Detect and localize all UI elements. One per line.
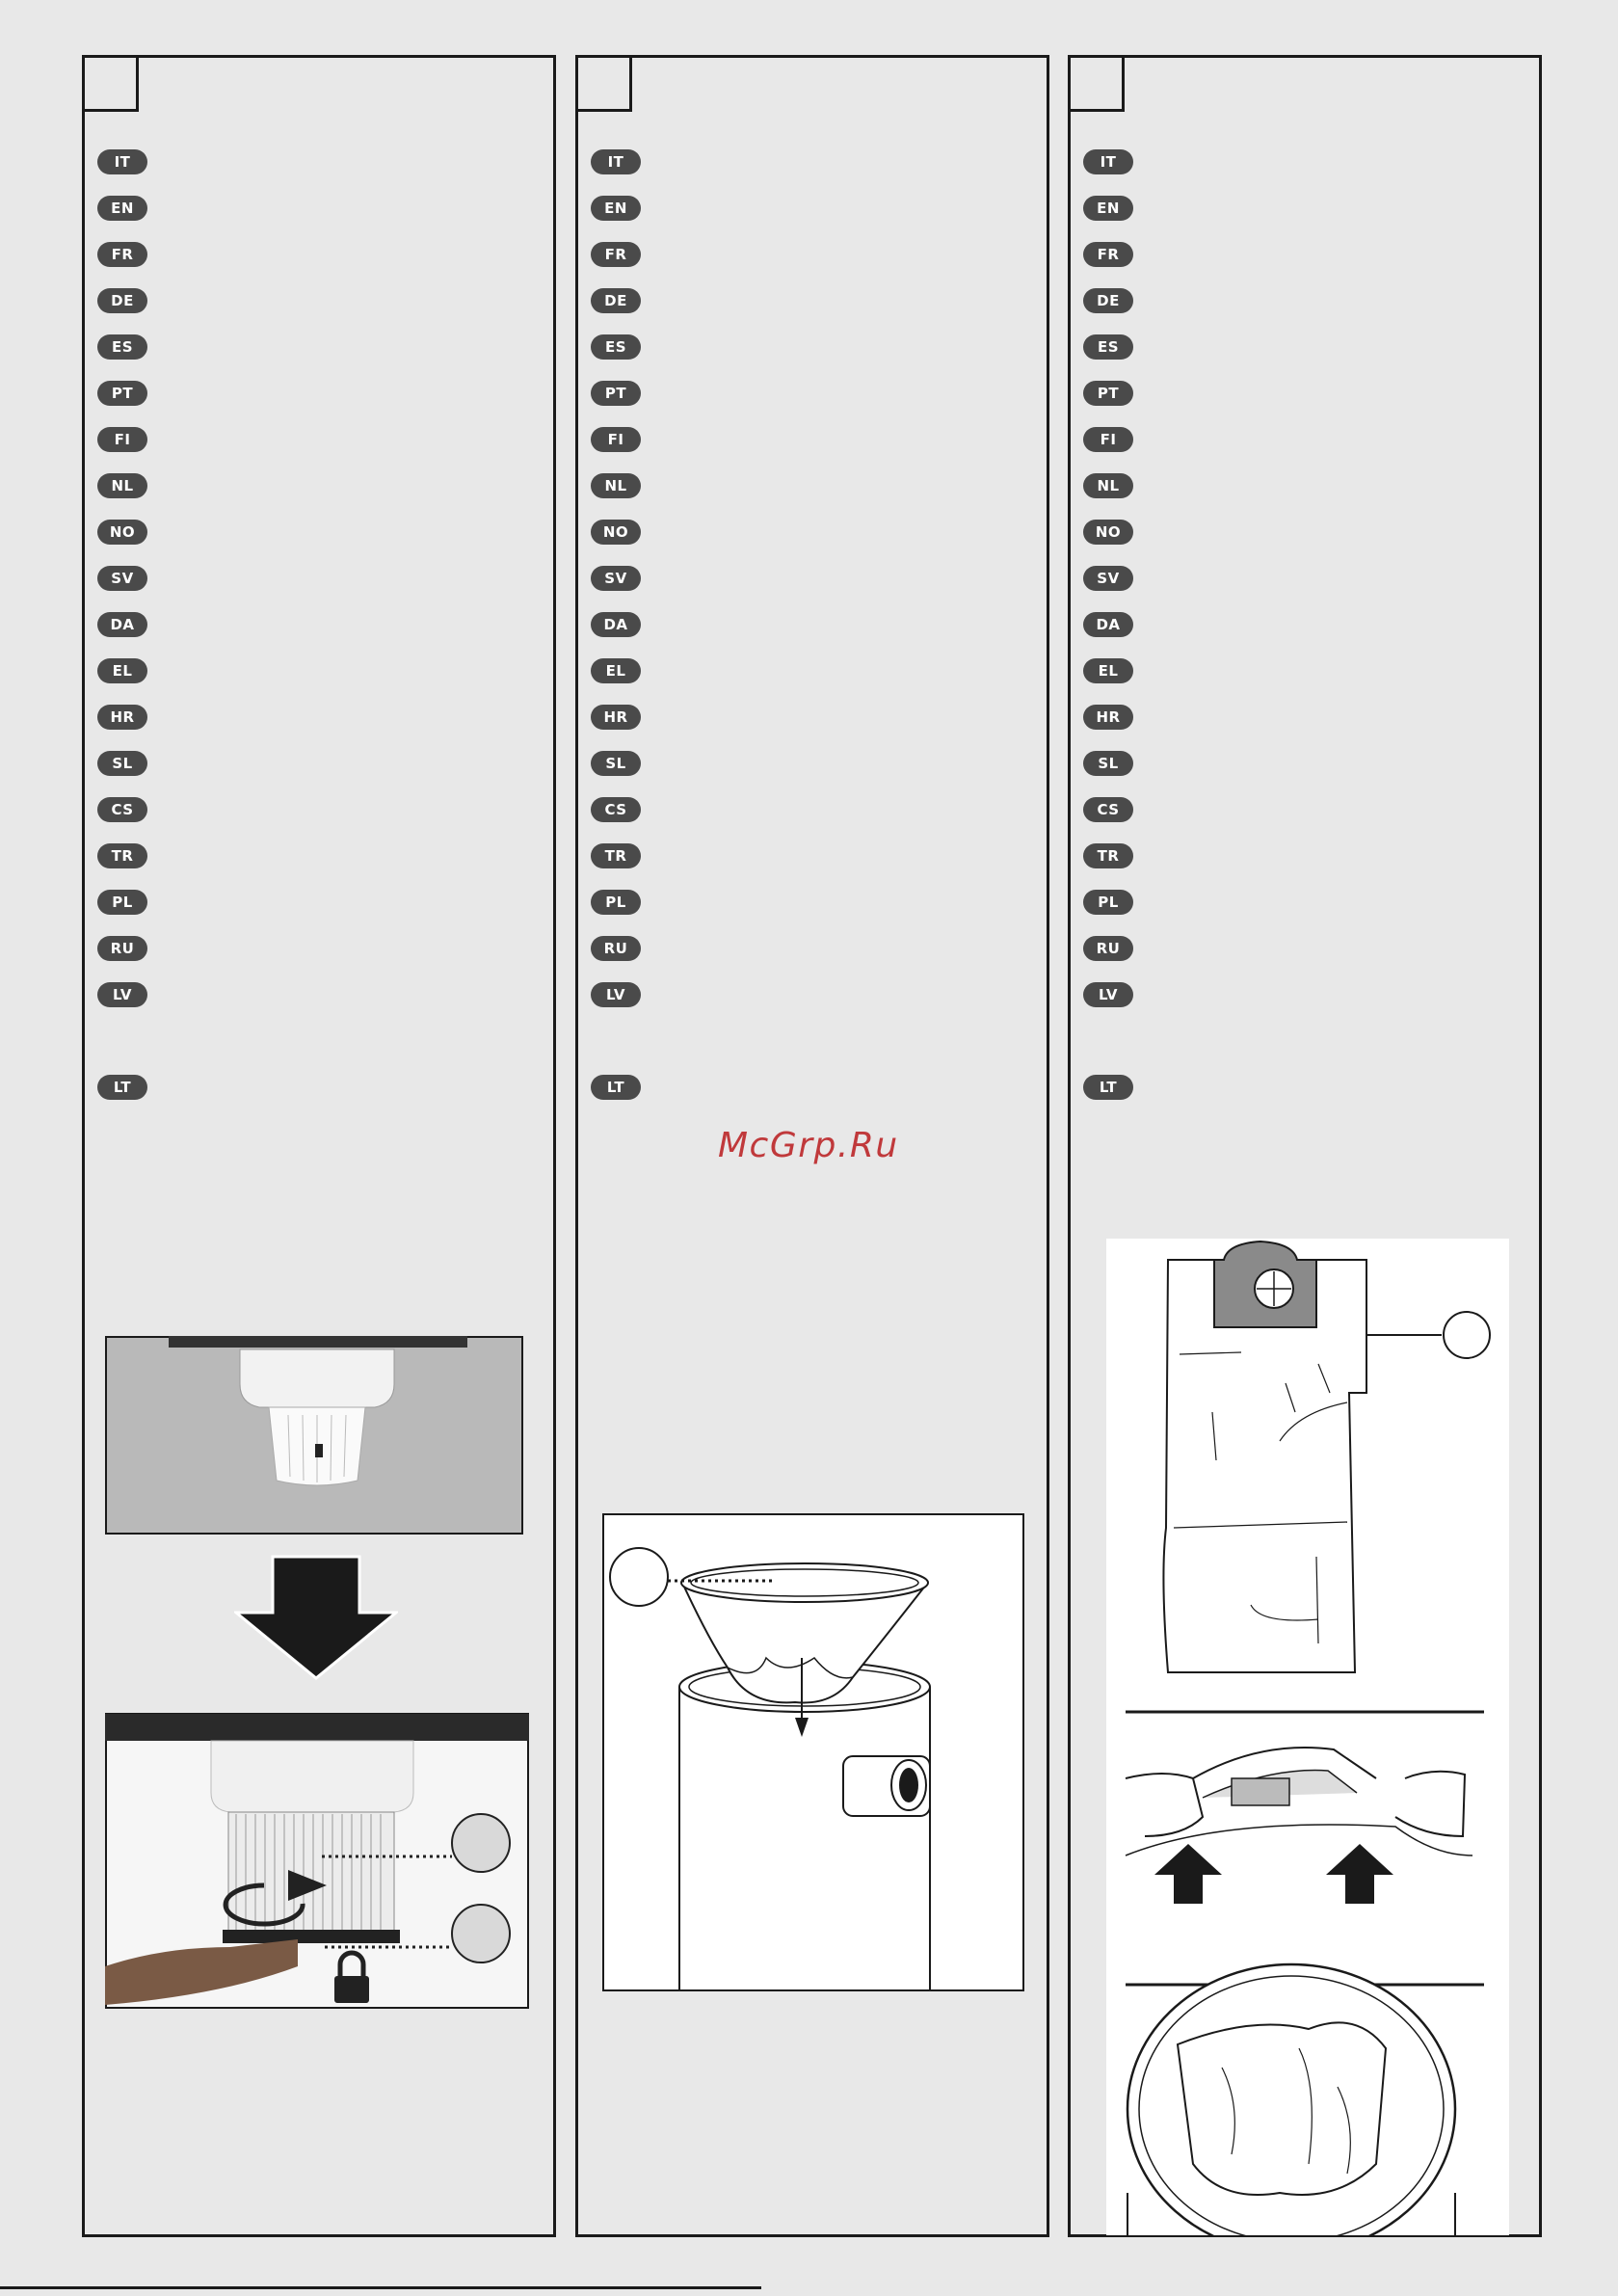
language-badge-tr — [591, 843, 641, 868]
language-code: SV — [1083, 566, 1133, 591]
language-badge-nl — [591, 473, 641, 498]
language-badge-cs — [1083, 797, 1133, 822]
language-code: ES — [591, 334, 641, 360]
language-code: RU — [591, 936, 641, 961]
language-badge-en — [97, 196, 147, 221]
language-code: SL — [97, 751, 147, 776]
language-badge-de — [97, 288, 147, 313]
language-code: CS — [1083, 797, 1133, 822]
language-badge-da — [97, 612, 147, 637]
language-code: HR — [591, 705, 641, 730]
language-code: LV — [97, 982, 147, 1007]
language-code: DA — [97, 612, 147, 637]
language-badge-el — [1083, 658, 1133, 683]
language-code: PT — [591, 381, 641, 406]
language-badge-tr — [97, 843, 147, 868]
drawing-cloth-filter — [602, 1513, 1024, 1991]
language-code: DA — [1083, 612, 1133, 637]
language-badge-es — [1083, 334, 1133, 360]
language-badge-fr — [1083, 242, 1133, 267]
language-badge-el — [591, 658, 641, 683]
language-code: SL — [1083, 751, 1133, 776]
language-badge-ru — [97, 936, 147, 961]
language-code: PT — [1083, 381, 1133, 406]
language-code: TR — [97, 843, 147, 868]
language-badge-fi — [97, 427, 147, 452]
language-badge-it — [591, 149, 641, 174]
panel-step-3 — [1068, 55, 1542, 2237]
language-code: LV — [1083, 982, 1133, 1007]
language-badge-sv — [97, 566, 147, 591]
language-code: EN — [97, 196, 147, 221]
language-badge-lt — [591, 1075, 641, 1100]
language-code: FR — [1083, 242, 1133, 267]
language-badge-en — [1083, 196, 1133, 221]
language-code: TR — [1083, 843, 1133, 868]
language-code: EN — [591, 196, 641, 221]
language-badge-nl — [1083, 473, 1133, 498]
language-code: FI — [591, 427, 641, 452]
language-code: EL — [97, 658, 147, 683]
language-code: PL — [1083, 890, 1133, 915]
language-badge-no — [97, 520, 147, 545]
language-code: HR — [97, 705, 147, 730]
language-code: LT — [97, 1075, 147, 1100]
language-badge-fr — [591, 242, 641, 267]
language-badge-cs — [97, 797, 147, 822]
language-code: IT — [1083, 149, 1133, 174]
language-code: IT — [591, 149, 641, 174]
language-badge-hr — [591, 705, 641, 730]
language-code: FR — [97, 242, 147, 267]
language-badge-da — [591, 612, 641, 637]
language-badge-nl — [97, 473, 147, 498]
photo-filter-housing — [105, 1336, 523, 1535]
language-code: NL — [97, 473, 147, 498]
language-code: IT — [97, 149, 147, 174]
language-code: FI — [97, 427, 147, 452]
language-code: RU — [97, 936, 147, 961]
language-code: SV — [97, 566, 147, 591]
language-code: TR — [591, 843, 641, 868]
language-badge-lv — [97, 982, 147, 1007]
language-code: EL — [1083, 658, 1133, 683]
language-code: SL — [591, 751, 641, 776]
language-badge-pl — [97, 890, 147, 915]
language-code: NO — [591, 520, 641, 545]
language-badge-es — [591, 334, 641, 360]
language-badge-de — [591, 288, 641, 313]
language-badge-el — [97, 658, 147, 683]
language-badge-pt — [1083, 381, 1133, 406]
language-badge-lt — [97, 1075, 147, 1100]
step-number-box — [578, 58, 632, 112]
step-number-box — [1071, 58, 1125, 112]
language-badge-fr — [97, 242, 147, 267]
panel-step-1 — [82, 55, 556, 2237]
language-badge-tr — [1083, 843, 1133, 868]
language-badge-pl — [1083, 890, 1133, 915]
language-badge-sl — [97, 751, 147, 776]
language-badge-hr — [1083, 705, 1133, 730]
language-code: DE — [1083, 288, 1133, 313]
language-code: LT — [1083, 1075, 1133, 1100]
language-badge-it — [1083, 149, 1133, 174]
language-code: LT — [591, 1075, 641, 1100]
language-badge-sv — [1083, 566, 1133, 591]
language-code: EL — [591, 658, 641, 683]
language-badge-hr — [97, 705, 147, 730]
language-badge-no — [591, 520, 641, 545]
language-badge-de — [1083, 288, 1133, 313]
language-badge-pl — [591, 890, 641, 915]
language-badge-no — [1083, 520, 1133, 545]
language-code: ES — [97, 334, 147, 360]
language-badge-da — [1083, 612, 1133, 637]
language-code: DE — [97, 288, 147, 313]
language-badge-es — [97, 334, 147, 360]
language-badge-sv — [591, 566, 641, 591]
language-code: SV — [591, 566, 641, 591]
language-badge-lt — [1083, 1075, 1133, 1100]
language-code: EN — [1083, 196, 1133, 221]
language-code: NL — [1083, 473, 1133, 498]
language-badge-sl — [591, 751, 641, 776]
language-code: NO — [97, 520, 147, 545]
language-code: PT — [97, 381, 147, 406]
language-code: ES — [1083, 334, 1133, 360]
language-code: CS — [97, 797, 147, 822]
language-badge-fi — [591, 427, 641, 452]
language-code: CS — [591, 797, 641, 822]
language-code: HR — [1083, 705, 1133, 730]
language-badge-fi — [1083, 427, 1133, 452]
language-badge-pt — [591, 381, 641, 406]
footer-rule — [0, 2286, 761, 2289]
language-badge-cs — [591, 797, 641, 822]
language-code: RU — [1083, 936, 1133, 961]
language-code: DA — [591, 612, 641, 637]
step-number-box — [85, 58, 139, 112]
photo-filter-lock — [105, 1658, 529, 2010]
language-code: PL — [97, 890, 147, 915]
language-badge-lv — [1083, 982, 1133, 1007]
language-badge-ru — [1083, 936, 1133, 961]
language-code: LV — [591, 982, 641, 1007]
language-badge-pt — [97, 381, 147, 406]
language-code: NO — [1083, 520, 1133, 545]
language-code: NL — [591, 473, 641, 498]
language-code: PL — [591, 890, 641, 915]
language-code: DE — [591, 288, 641, 313]
language-badge-sl — [1083, 751, 1133, 776]
drawing-paper-bag — [1106, 1239, 1509, 2235]
language-badge-it — [97, 149, 147, 174]
language-badge-lv — [591, 982, 641, 1007]
language-code: FI — [1083, 427, 1133, 452]
watermark-text: McGrp.Ru — [718, 1126, 899, 1165]
language-badge-en — [591, 196, 641, 221]
language-badge-ru — [591, 936, 641, 961]
language-code: FR — [591, 242, 641, 267]
